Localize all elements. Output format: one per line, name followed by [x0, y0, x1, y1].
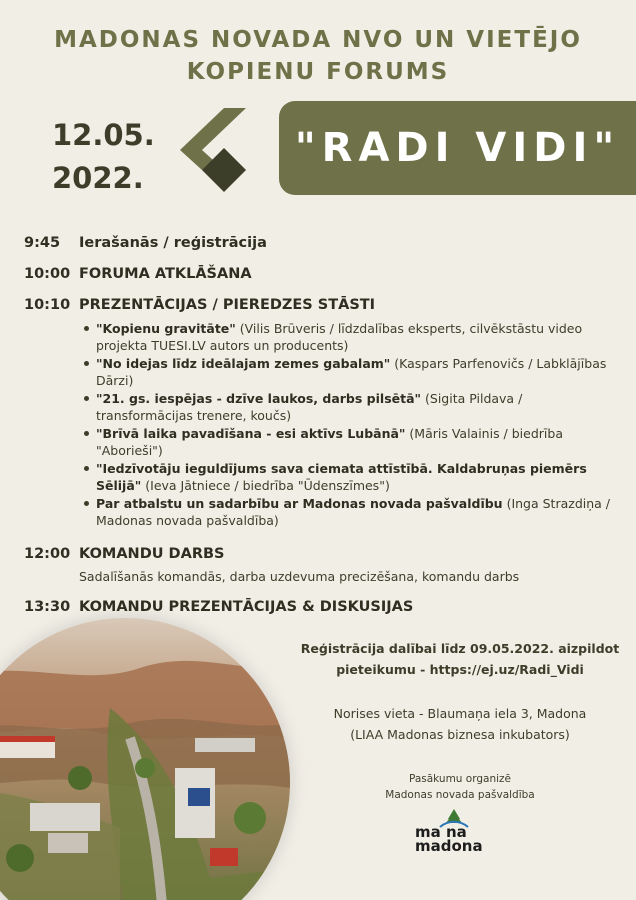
- agenda-label: FORUMA ATKLĀŠANA: [79, 266, 252, 282]
- date-line-1: 12.05.: [52, 118, 155, 152]
- list-item: [84, 355, 612, 389]
- agenda-time: 9:45: [24, 235, 61, 251]
- list-item: [84, 460, 612, 494]
- organizer-line-1: Pasākumu organizē: [408, 773, 512, 785]
- registration-line-2[interactable]: pieteikumu - https://ej.uz/Radi_Vidi: [336, 662, 584, 677]
- registration-line-1: Reģistrācija dalībai līdz 09.05.2022. aizpildot: [300, 641, 620, 656]
- agenda-time: 10:10: [24, 297, 71, 313]
- event-title: [0, 24, 636, 88]
- aerial-town-photo: [0, 618, 290, 900]
- talk-speaker: (Māris Valainis / biedrība "Aborieši"): [96, 426, 563, 458]
- venue-line-2: (LIAA Madonas biznesa inkubators): [350, 727, 570, 742]
- talk-speaker: (Ieva Jātniece / biedrība "Ūdenszīmes"): [141, 478, 390, 493]
- event-name-banner: [279, 101, 636, 195]
- talk-title: "21. gs. iespējas - dzīve laukos, darbs pilsētā": [96, 391, 422, 406]
- talk-list: [84, 320, 612, 529]
- talk-title: Par atbalstu un sadarbību ar Madonas novada pašvaldību: [96, 496, 503, 511]
- agenda-row: [24, 596, 624, 618]
- forum-logo-icon: [180, 108, 250, 192]
- event-date: [52, 114, 155, 200]
- talk-speaker: (Vilis Brūveris / līdzdalības eksperts, cilvēkstāstu video projekta TUESI.LV autors un producents): [96, 321, 583, 353]
- agenda-time: 12:00: [24, 546, 71, 562]
- agenda-time: 13:30: [24, 599, 71, 615]
- agenda-row: [24, 543, 624, 565]
- venue-info: [290, 703, 630, 745]
- title-line-1: MADONAS NOVADA NVO UN VIETĒJO: [54, 27, 582, 53]
- agenda: [24, 232, 624, 618]
- logo-text-line-2: madona: [415, 837, 483, 855]
- title-line-2: KOPIENU FORUMS: [186, 59, 450, 85]
- agenda-description: Sadalīšanās komandās, darba uzdevuma precizēšana, komandu darbs: [79, 569, 520, 584]
- agenda-time: 10:00: [24, 266, 71, 282]
- agenda-label: PREZENTĀCIJAS / PIEREDZES STĀSTI: [79, 297, 376, 313]
- aerial-photo-illustration: [0, 618, 290, 900]
- logo-text-line-1: ma na: [415, 823, 467, 841]
- talk-title: "Kopienu gravitāte": [96, 321, 236, 336]
- registration-info: [290, 638, 630, 680]
- banner-text: "RADI VIDI": [294, 125, 621, 171]
- talk-title: "Iedzīvotāju ieguldījums sava ciemata attīstībā. Kaldabruņas piemērs Sēlijā": [96, 461, 587, 493]
- talk-title: "No idejas līdz ideālajam zemes gabalam": [96, 356, 391, 371]
- agenda-label: KOMANDU DARBS: [79, 546, 225, 562]
- list-item: [84, 390, 612, 424]
- talk-speaker: (Inga Strazdiņa / Madonas novada pašvaldība): [96, 496, 610, 528]
- agenda-label: KOMANDU PREZENTĀCIJAS & DISKUSIJAS: [79, 599, 414, 615]
- list-item: [84, 495, 612, 529]
- venue-line-1: Norises vieta - Blaumaņa iela 3, Madona: [333, 706, 587, 721]
- list-item: [84, 320, 612, 354]
- madona-logo: [410, 808, 510, 854]
- agenda-row: [24, 263, 624, 285]
- list-item: [84, 425, 612, 459]
- talk-speaker: (Kaspars Parfenovičs / Labklājības Dārzi): [96, 356, 607, 388]
- agenda-row: [24, 232, 624, 254]
- organizer-line-2: Madonas novada pašvaldība: [385, 789, 535, 801]
- agenda-row: [24, 294, 624, 316]
- talk-speaker: (Sigita Pildava / transformācijas trenere, koučs): [96, 391, 523, 423]
- organizer-info: [290, 771, 630, 803]
- talk-title: "Brīvā laika pavadīšana - esi aktīvs Lubānā": [96, 426, 406, 441]
- agenda-label: Ierašanās / reģistrācija: [79, 235, 267, 251]
- date-line-2: 2022.: [52, 161, 144, 195]
